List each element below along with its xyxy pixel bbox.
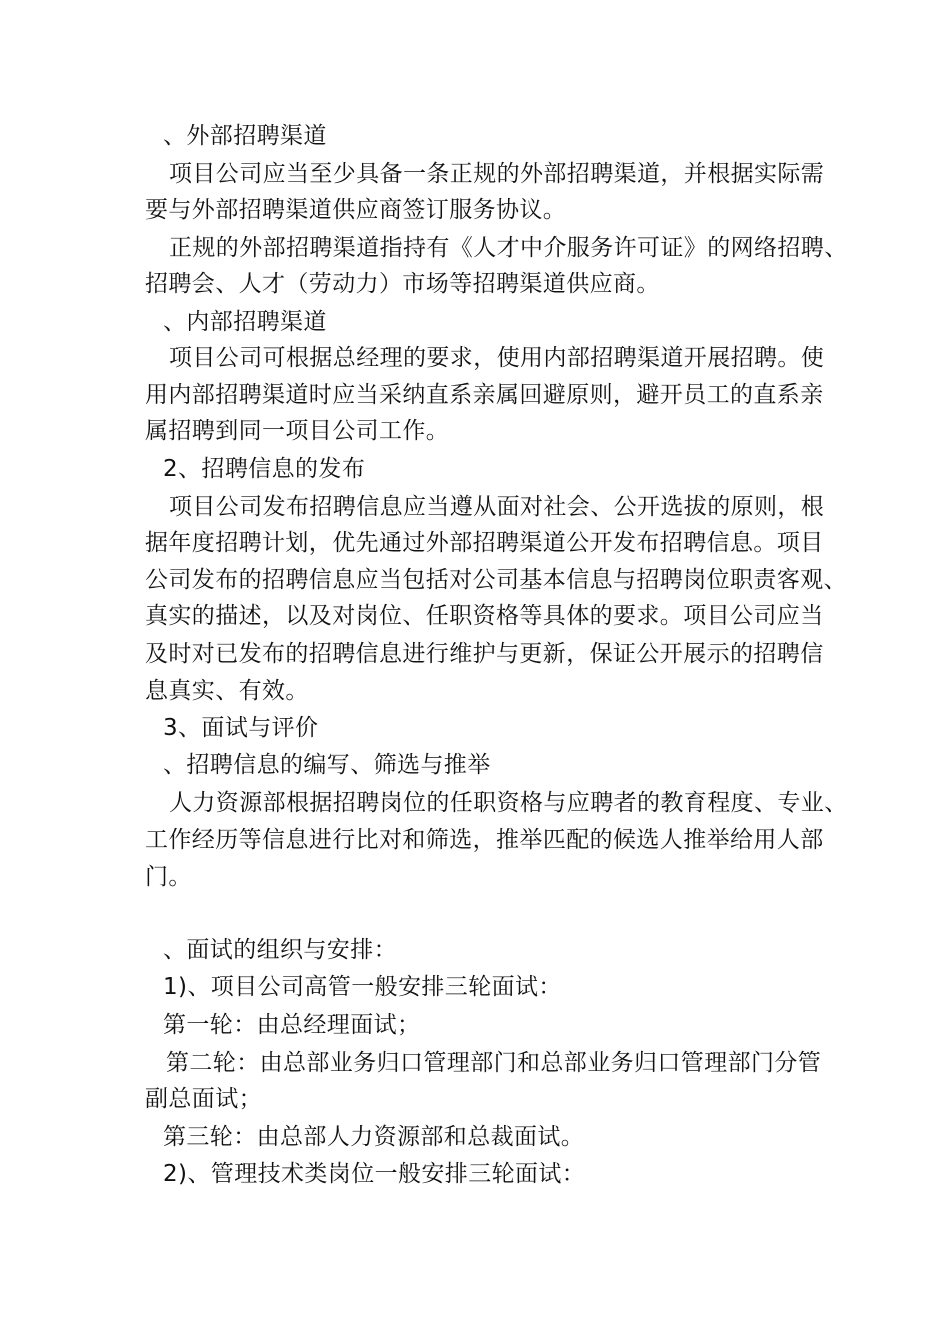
paragraph-line: 工作经历等信息进行比对和筛选，推举匹配的候选人推举给用人部 — [145, 827, 824, 853]
paragraph-line: 项目公司发布招聘信息应当遵从面对社会、公开选拔的原则，根 — [169, 494, 825, 520]
heading-external-channels: 、外部招聘渠道 — [163, 123, 327, 149]
heading-screening: 、招聘信息的编写、筛选与推举 — [163, 752, 491, 778]
paragraph-line: 人力资源部根据招聘岗位的任职资格与应聘者的教育程度、专业、 — [169, 790, 848, 816]
paragraph-line: 属招聘到同一项目公司工作。 — [145, 418, 450, 444]
list-item: 第二轮：由总部业务归口管理部门和总部业务归口管理部门分管 — [166, 1050, 822, 1076]
paragraph-line: 公司发布的招聘信息应当包括对公司基本信息与招聘岗位职责客观、 — [145, 567, 847, 593]
paragraph-line: 项目公司可根据总经理的要求，使用内部招聘渠道开展招聘。使 — [169, 345, 825, 371]
list-item: 第三轮：由总部人力资源部和总裁面试。 — [163, 1124, 585, 1150]
paragraph-line: 正规的外部招聘渠道指持有《人才中介服务许可证》的网络招聘、 — [169, 235, 848, 261]
paragraph-line: 项目公司应当至少具备一条正规的外部招聘渠道，并根据实际需 — [169, 161, 825, 187]
paragraph-line: 据年度招聘计划，优先通过外部招聘渠道公开发布招聘信息。项目 — [145, 530, 824, 556]
heading-info-publishing: 2、招聘信息的发布 — [163, 456, 366, 482]
paragraph-line: 要与外部招聘渠道供应商签订服务协议。 — [145, 197, 567, 223]
paragraph-line: 门。 — [145, 864, 192, 890]
heading-interview-evaluation: 3、面试与评价 — [163, 715, 319, 741]
paragraph-line: 及时对已发布的招聘信息进行维护与更新，保证公开展示的招聘信 — [145, 641, 824, 667]
heading-internal-channels: 、内部招聘渠道 — [163, 309, 327, 335]
list-item: 2)、管理技术类岗位一般安排三轮面试： — [163, 1161, 586, 1187]
heading-interview-organization: 、面试的组织与安排： — [163, 937, 397, 963]
paragraph-line: 用内部招聘渠道时应当采纳直系亲属回避原则，避开员工的直系亲 — [145, 382, 824, 408]
list-item: 副总面试； — [145, 1086, 262, 1112]
paragraph-line: 招聘会、人才（劳动力）市场等招聘渠道供应商。 — [145, 271, 660, 297]
paragraph-line: 真实的描述，以及对岗位、任职资格等具体的要求。项目公司应当 — [145, 603, 824, 629]
list-item: 第一轮：由总经理面试； — [163, 1012, 421, 1038]
list-item: 1)、项目公司高管一般安排三轮面试： — [163, 974, 562, 1000]
paragraph-line: 息真实、有效。 — [145, 678, 309, 704]
